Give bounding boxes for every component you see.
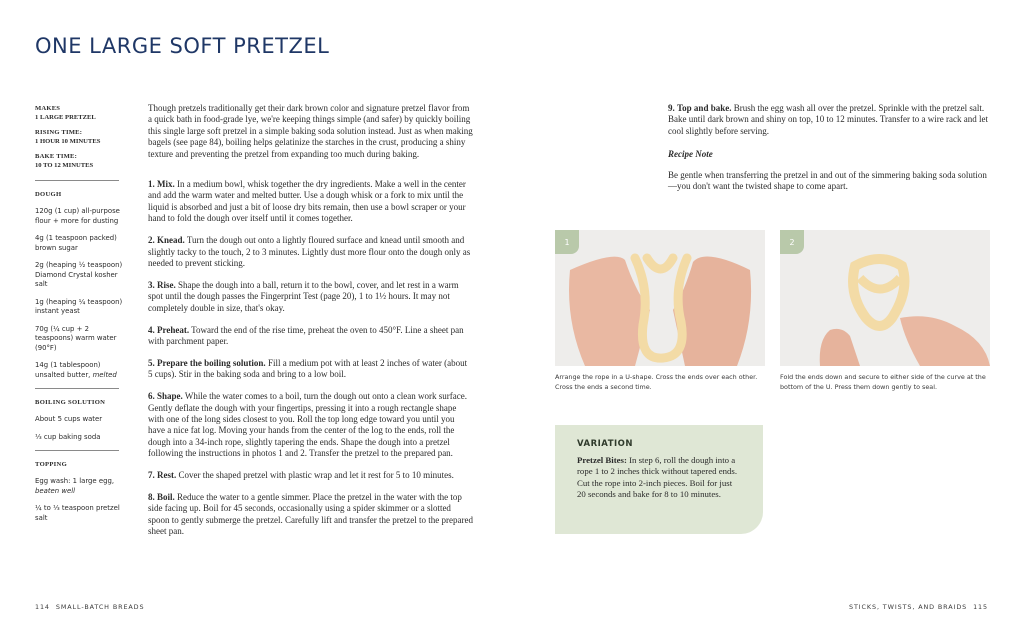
ingredients-sidebar	[35, 104, 125, 531]
step-text: Toward the end of the rise time, preheat the oven to 450°F. Line a sheet pan with parchment paper.	[148, 324, 464, 346]
footer-left	[35, 603, 144, 611]
step-text: Shape the dough into a ball, return it to the bowl, cover, and let rest in a warm spot until the dough passes the Fingerprint Test (page 20), 1 to 1½ hours. It may not completely double in size, that's okay.	[148, 279, 459, 313]
pretzel-hands-photo-2	[780, 230, 990, 366]
step-text: Turn the dough out onto a lightly floured surface and knead until smooth and slightly tacky to the touch, 2 to 3 minutes. Lightly dust more flour onto the dough only as needed to prevent sticking.	[148, 235, 471, 268]
ingredient-note: melted	[92, 370, 117, 379]
step-6	[148, 391, 473, 459]
instructions-column	[148, 103, 473, 548]
topping-heading: TOPPING	[35, 461, 68, 468]
variation-heading: VARIATION	[577, 439, 634, 449]
step-number: 4.	[148, 324, 155, 335]
ingredient-item: 4g (1 teaspoon packed) brown sugar	[35, 234, 117, 252]
bake-time-value: 10 TO 12 MINUTES	[35, 162, 94, 169]
step-3	[148, 280, 473, 314]
step-9	[668, 103, 991, 137]
ingredient-text: 14g (1 tablespoon) unsalted butter,	[35, 361, 101, 379]
ingredient-item	[35, 477, 125, 496]
recipe-title: ONE LARGE SOFT PRETZEL	[35, 34, 330, 58]
book-section-right: STICKS, TWISTS, AND BRAIDS	[848, 603, 968, 611]
step-number: 9.	[668, 103, 675, 113]
intro-paragraph: Though pretzels traditionally get their dark brown color and signature pretzel flavor from a quick bath in food-grade lye, we're keeping things simple (and safer) by quickly boiling this single large soft pretzel in a simple baking soda solution instead. Just as when making bagels (see page 84), boiling helps gelatinize the starches in the crust, producing a shiny texture and preventing the pretzel from expanding too much during baking.	[148, 103, 473, 159]
step-text: Brush the egg wash all over the pretzel. Sprinkle with the pretzel salt. Bake until dark brown and shiny on top, 10 to 12 minutes. Transfer to a wire rack and let cool slightly before serving.	[668, 103, 988, 136]
ingredient-item: 1g (heaping ¼ teaspoon) instant yeast	[35, 297, 123, 315]
step-text: Reduce the water to a gentle simmer. Place the pretzel in the water with the top side facing up. Boil for 45 seconds, occasionally using a spider skimmer or a slotted spoon to gently submerge the pretzel. Carefully lift and transfer the pretzel to the prepared sheet pan.	[148, 492, 473, 537]
makes-value: 1 LARGE PRETZEL	[35, 114, 96, 121]
step-number: 3.	[148, 279, 155, 290]
dough-heading: DOUGH	[35, 191, 62, 198]
page-number-right: 115	[973, 603, 988, 611]
step-name: Rest.	[157, 470, 177, 481]
step-7	[148, 470, 473, 481]
step-1	[148, 179, 473, 225]
step-name: Rise.	[157, 279, 176, 290]
step-name: Knead.	[157, 235, 185, 246]
step-number: 8.	[148, 492, 155, 503]
step-text: Fill a medium pot with at least 2 inches of water (about 5 cups). Stir in the baking soda and bring to a low boil.	[148, 357, 468, 380]
ingredient-item: ¼ to ⅓ teaspoon pretzel salt	[35, 504, 120, 522]
step-name: Prepare the boiling solution.	[157, 357, 266, 368]
variation-text	[577, 455, 742, 500]
step-2	[148, 235, 473, 269]
ingredient-item	[35, 361, 125, 380]
photo-badge: 1	[555, 230, 579, 254]
step-name: Preheat.	[157, 324, 190, 335]
step-photo-2	[780, 230, 990, 366]
variation-box	[555, 425, 763, 534]
ingredient-item: ⅓ cup baking soda	[35, 432, 101, 441]
step-name: Mix.	[157, 179, 175, 190]
rising-time-value: 1 HOUR 10 MINUTES	[35, 138, 101, 145]
ingredient-item: 70g (¼ cup + 2 teaspoons) warm water (90°F)	[35, 324, 117, 352]
photo-caption-1: Arrange the rope in a U-shape. Cross the ends over each other. Cross the ends a second time.	[555, 373, 758, 391]
step-8	[148, 492, 473, 538]
divider	[35, 450, 119, 451]
recipe-note-title: Recipe Note	[668, 149, 713, 160]
makes-label: MAKES	[35, 105, 61, 112]
step-4	[148, 325, 473, 348]
step-text: While the water comes to a boil, turn the dough out onto a clean work surface. Gently deflate the dough with your fingertips, pressing it into a rough rectangle shape with one of the long sides closest to you. Roll the top long edge toward you until you have a nice fat log. Moving your hands from the center of the log to the ends, roll the dough into a 34-inch rope, slightly tapering the ends. Shape the dough into a pretzel following the instructions in photos 1 and 2. Transfer the pretzel to the prepared pan.	[148, 391, 468, 459]
rising-time-label: RISING TIME:	[35, 129, 83, 136]
variation-body: In step 6, roll the dough into a rope 1 to 2 inches thick without tapered ends. Cut the rope into 2-inch pieces. Boil for just 20 seconds and bake for 8 to 10 minutes.	[577, 455, 738, 499]
step-5	[148, 358, 473, 381]
divider	[35, 388, 119, 389]
bake-time-label: BAKE TIME:	[35, 153, 77, 160]
meta-block	[35, 104, 125, 170]
footer-right	[849, 603, 988, 611]
ingredient-note: beaten well	[35, 486, 76, 495]
step-text: Cover the shaped pretzel with plastic wrap and let it rest for 5 to 10 minutes.	[176, 470, 454, 481]
step-number: 2.	[148, 235, 155, 246]
recipe-note-text: Be gentle when transferring the pretzel in and out of the simmering baking soda solution—you don't want the twisted shape to come apart.	[668, 169, 987, 192]
step-number: 5.	[148, 357, 155, 368]
step-number: 7.	[148, 470, 155, 481]
divider	[35, 180, 119, 181]
ingredient-item: About 5 cups water	[35, 415, 103, 423]
ingredient-item: 120g (1 cup) all-purpose flour + more for dusting	[35, 207, 120, 225]
step-name: Boil.	[157, 492, 175, 503]
step-name: Shape.	[157, 391, 183, 402]
step-number: 6.	[148, 391, 155, 402]
page-number-left: 114	[35, 603, 50, 611]
pretzel-hands-photo-1	[555, 230, 765, 366]
step-number: 1.	[148, 179, 155, 190]
photo-badge: 2	[780, 230, 804, 254]
photo-caption-2: Fold the ends down and secure to either side of the curve at the bottom of the U. Press them down gently to seal.	[780, 373, 986, 391]
step-name: Top and bake.	[677, 103, 732, 113]
book-section-left: SMALL-BATCH BREADS	[55, 603, 145, 611]
step-text: In a medium bowl, whisk together the dry ingredients. Make a well in the center and add the warm water and melted butter. Use a dough whisk or a fork to mix until the liquid is absorbed and just a bit of loose dry bits remain, then use a bowl scraper or your hand to fold the dough over itself until it comes together.	[148, 179, 466, 224]
ingredient-text: Egg wash: 1 large egg,	[35, 477, 115, 485]
ingredient-item: 2g (heaping ½ teaspoon) Diamond Crystal kosher salt	[35, 261, 123, 288]
boiling-heading: BOILING SOLUTION	[35, 399, 106, 406]
variation-label: Pretzel Bites:	[577, 455, 627, 465]
step-photo-1	[555, 230, 765, 366]
right-column	[668, 103, 991, 192]
